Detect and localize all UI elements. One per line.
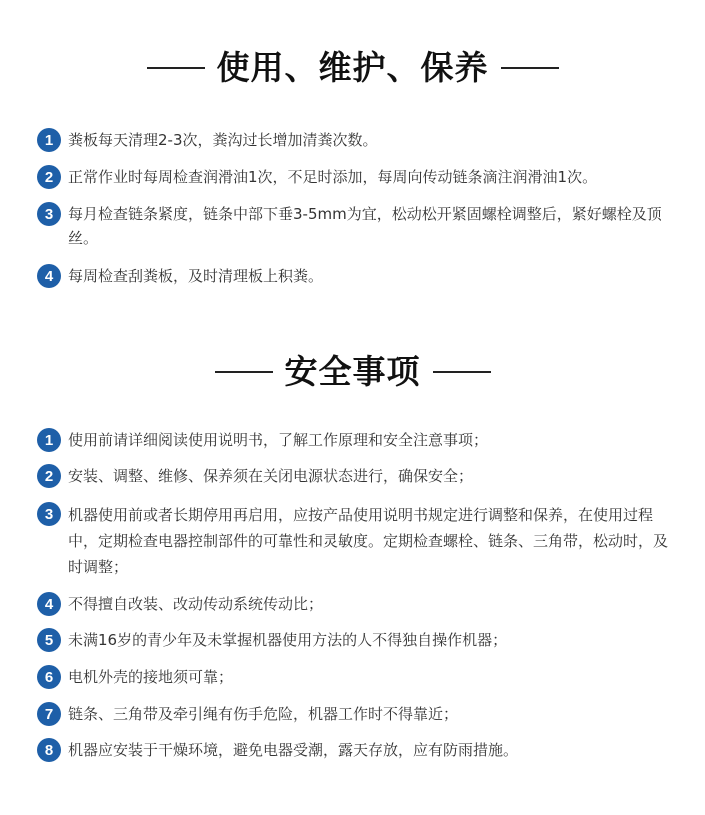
number-badge: 4 bbox=[37, 592, 61, 616]
safety-item-text: 电机外壳的接地须可靠； bbox=[68, 668, 234, 686]
safety-item-4 bbox=[37, 592, 677, 616]
number-badge: 1 bbox=[37, 428, 61, 452]
number-badge: 1 bbox=[37, 128, 61, 152]
safety-item-1 bbox=[37, 428, 677, 452]
title-line-left bbox=[215, 371, 273, 373]
safety-item-text: 机器应安装于干燥环境，避免电器受潮，露天存放，应有防雨措施。 bbox=[68, 741, 519, 759]
safety-item-text: 安装、调整、维修、保养须在关闭电源状态进行，确保安全； bbox=[68, 467, 474, 485]
number-badge: 6 bbox=[37, 665, 61, 689]
maintenance-item-text: 每周检查刮粪板，及时清理板上积粪。 bbox=[68, 267, 324, 285]
safety-item-text: 未满16岁的青少年及未掌握机器使用方法的人不得独自操作机器； bbox=[68, 631, 508, 649]
title-line-left bbox=[147, 67, 205, 69]
safety-item-text: 不得擅自改装、改动传动系统传动比； bbox=[68, 595, 324, 613]
safety-item-text: 机器使用前或者长期停用再启用，应按产品使用说明书规定进行调整和保养，在使用过程中，定期检查电器控制部件的可靠性和灵敏度。定期检查螺栓、链条、三角带，松动时，及时调整； bbox=[68, 506, 669, 576]
maintenance-item-1 bbox=[37, 128, 677, 152]
number-badge: 8 bbox=[37, 738, 61, 762]
number-badge: 3 bbox=[37, 502, 61, 526]
maintenance-item-text: 正常作业时每周检查润滑油1次，不足时添加，每周向传动链条滴注润滑油1次。 bbox=[68, 168, 598, 186]
number-badge: 3 bbox=[37, 202, 61, 226]
maintenance-item-3 bbox=[37, 202, 677, 250]
maintenance-item-text: 粪板每天清理2-3次，粪沟过长增加清粪次数。 bbox=[68, 131, 378, 149]
safety-item-text: 使用前请详细阅读使用说明书，了解工作原理和安全注意事项； bbox=[68, 431, 489, 449]
maintenance-item-4 bbox=[37, 264, 677, 288]
maintenance-section-title bbox=[0, 48, 705, 88]
safety-item-5 bbox=[37, 628, 677, 652]
maintenance-title: 使用、维护、保养 bbox=[216, 48, 489, 87]
maintenance-item-2 bbox=[37, 165, 677, 189]
number-badge: 2 bbox=[37, 464, 61, 488]
title-line-right bbox=[501, 67, 559, 69]
safety-item-6 bbox=[37, 665, 677, 689]
number-badge: 4 bbox=[37, 264, 61, 288]
safety-item-text: 链条、三角带及牵引绳有伤手危险，机器工作时不得靠近； bbox=[68, 705, 459, 723]
safety-item-7 bbox=[37, 702, 677, 726]
safety-section-title bbox=[0, 352, 705, 392]
title-line-right bbox=[433, 371, 491, 373]
safety-item-3 bbox=[37, 502, 677, 580]
safety-item-2 bbox=[37, 464, 677, 488]
number-badge: 5 bbox=[37, 628, 61, 652]
number-badge: 2 bbox=[37, 165, 61, 189]
safety-item-8 bbox=[37, 738, 677, 762]
number-badge: 7 bbox=[37, 702, 61, 726]
maintenance-item-text: 每月检查链条紧度，链条中部下垂3-5mm为宜，松动松开紧固螺栓调整后，紧好螺栓及顶丝。 bbox=[68, 205, 662, 247]
safety-title: 安全事项 bbox=[284, 352, 421, 391]
